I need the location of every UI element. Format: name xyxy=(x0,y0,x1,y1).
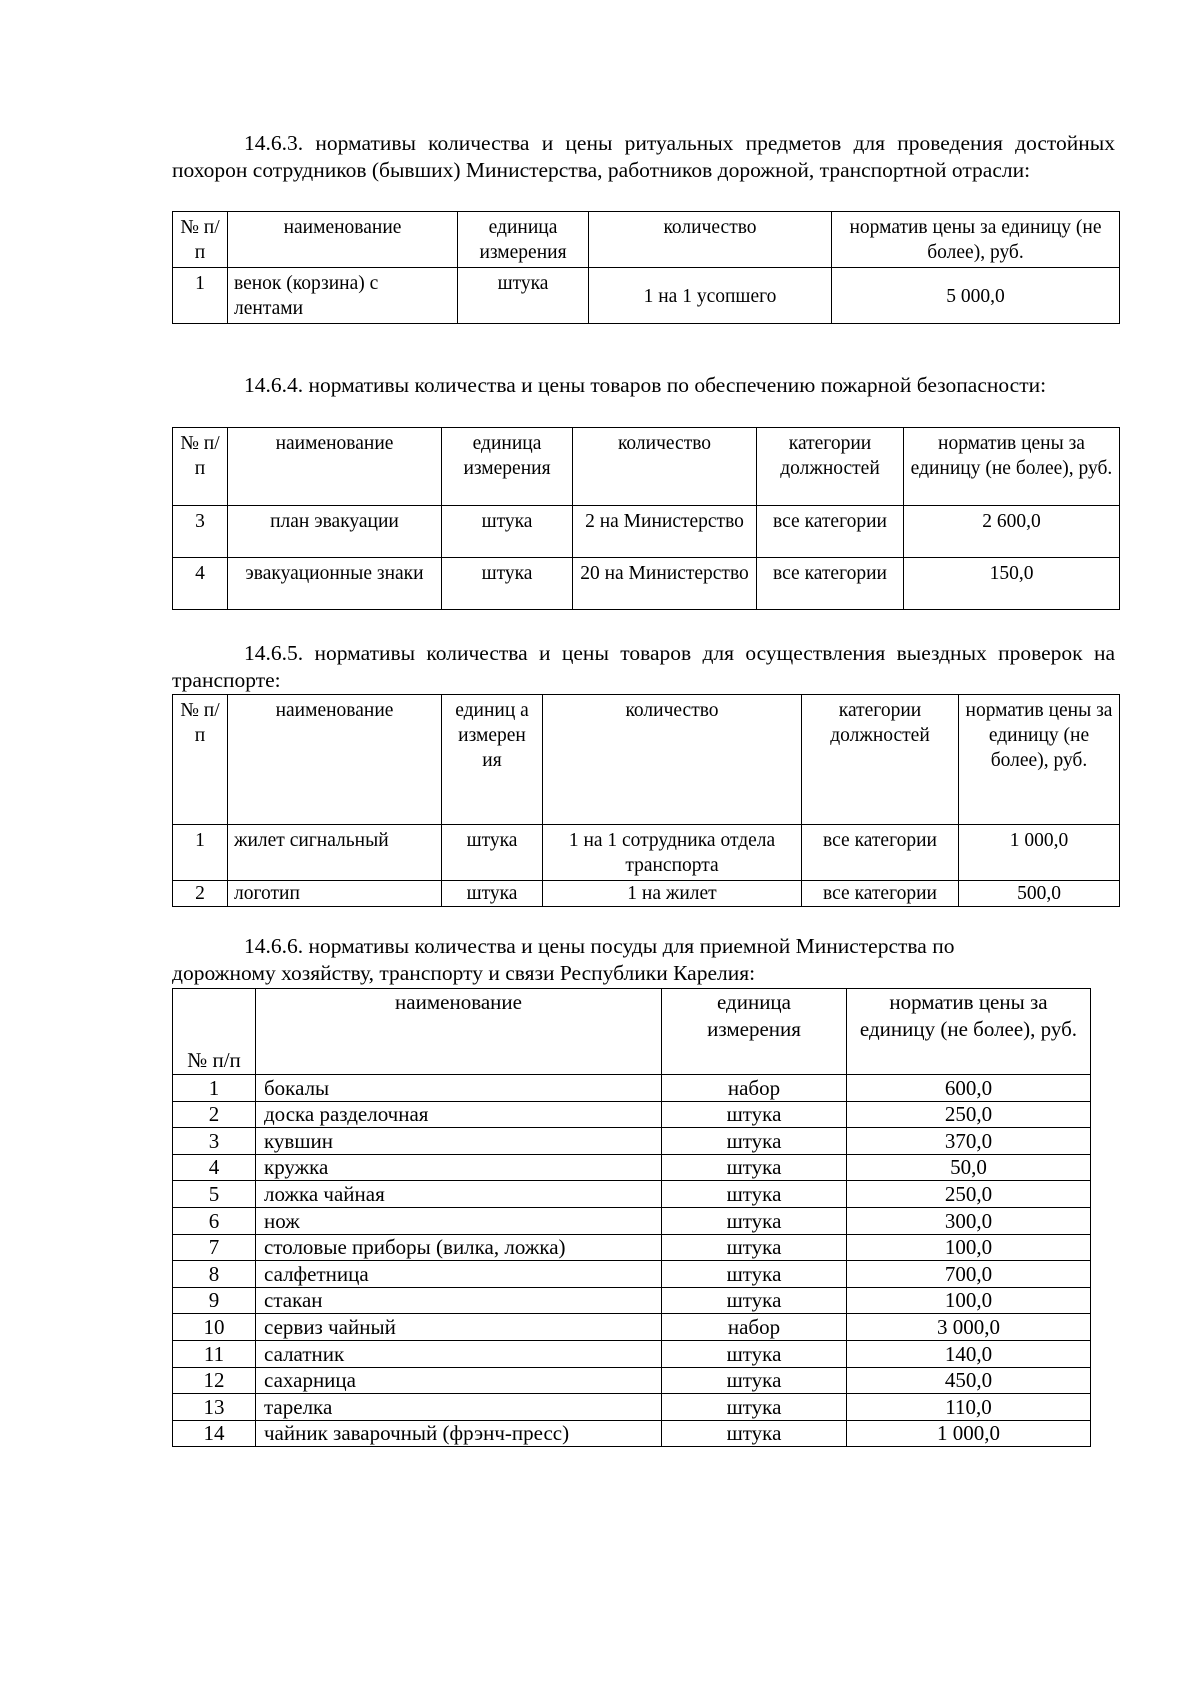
unit: штука xyxy=(662,1101,847,1128)
category: все категории xyxy=(757,558,904,610)
table-row xyxy=(173,1394,1091,1421)
item-name: логотип xyxy=(228,881,442,907)
unit: штука xyxy=(458,268,589,324)
header-cell: количество xyxy=(543,695,802,825)
table-row xyxy=(173,1234,1091,1261)
header-cell: норматив цены за единицу (не более), руб. xyxy=(904,428,1120,506)
table-row xyxy=(173,1420,1091,1447)
row-number: 3 xyxy=(173,506,228,558)
row-number: 2 xyxy=(173,881,228,907)
item-name: сахарница xyxy=(256,1367,662,1394)
row-number: 1 xyxy=(173,825,228,881)
header-cell: норматив цены за единицу (не более), руб. xyxy=(832,212,1120,268)
category: все категории xyxy=(757,506,904,558)
item-name: кувшин xyxy=(256,1128,662,1155)
table-row xyxy=(173,1181,1091,1208)
item-name: доска разделочная xyxy=(256,1101,662,1128)
unit: штука xyxy=(442,506,573,558)
row-number: 12 xyxy=(173,1367,256,1394)
unit: штука xyxy=(442,825,543,881)
table-row xyxy=(173,881,1120,907)
item-name: план эвакуации xyxy=(228,506,442,558)
header-cell: единица измерения xyxy=(458,212,589,268)
table-row xyxy=(173,268,1120,324)
header-cell: норматив цены за единицу (не более), руб. xyxy=(959,695,1120,825)
price: 5 000,0 xyxy=(832,268,1120,324)
unit: набор xyxy=(662,1314,847,1341)
header-cell: единиц а измерен ия xyxy=(442,695,543,825)
row-number: 11 xyxy=(173,1340,256,1367)
header-cell: единица измерения xyxy=(662,989,847,1075)
row-number: 7 xyxy=(173,1234,256,1261)
row-number: 8 xyxy=(173,1261,256,1288)
table-row xyxy=(173,1128,1091,1155)
price: 50,0 xyxy=(847,1154,1091,1181)
price: 110,0 xyxy=(847,1394,1091,1421)
price: 700,0 xyxy=(847,1261,1091,1288)
table-header-row xyxy=(173,989,1091,1075)
item-name: тарелка xyxy=(256,1394,662,1421)
section-14-6-3-intro: 14.6.3. нормативы количества и цены ритуальных предметов для проведения достойных похорон сотрудников (бывших) Министерства, работников дорожной, транспортной отрасли: xyxy=(172,131,1115,182)
category: все категории xyxy=(802,825,959,881)
item-name: эвакуационные знаки xyxy=(228,558,442,610)
header-cell: № п/п xyxy=(173,989,256,1075)
quantity: 1 на 1 сотрудника отдела транспорта xyxy=(543,825,802,881)
tableware-rows xyxy=(173,1075,1091,1447)
unit: штука xyxy=(662,1261,847,1288)
header-cell: категории должностей xyxy=(802,695,959,825)
header-cell: № п/п xyxy=(173,695,228,825)
unit: штука xyxy=(662,1181,847,1208)
header-cell: количество xyxy=(573,428,757,506)
ritual-items-table xyxy=(172,211,1120,324)
category: все категории xyxy=(802,881,959,907)
table-row xyxy=(173,1207,1091,1234)
quantity: 1 на 1 усопшего xyxy=(589,268,832,324)
unit: штука xyxy=(662,1340,847,1367)
header-cell: № п/п xyxy=(173,212,228,268)
table-row xyxy=(173,1154,1091,1181)
table-row xyxy=(173,825,1120,881)
table-row xyxy=(173,558,1120,610)
header-cell: наименование xyxy=(228,428,442,506)
price: 2 600,0 xyxy=(904,506,1120,558)
row-number: 10 xyxy=(173,1314,256,1341)
tableware-table xyxy=(172,988,1091,1447)
table-row xyxy=(173,506,1120,558)
section-14-6-5-intro: 14.6.5. нормативы количества и цены товаров для осуществления выездных проверок на транспорте: xyxy=(172,641,1115,692)
inspection-goods-table xyxy=(172,694,1120,907)
section-14-6-4-intro: 14.6.4. нормативы количества и цены товаров по обеспечению пожарной безопасности: xyxy=(244,373,1047,397)
header-cell: № п/п xyxy=(173,428,228,506)
price: 150,0 xyxy=(904,558,1120,610)
row-number: 14 xyxy=(173,1420,256,1447)
table-header-row xyxy=(173,428,1120,506)
quantity: 1 на жилет xyxy=(543,881,802,907)
header-cell: категории должностей xyxy=(757,428,904,506)
header-cell: норматив цены за единицу (не более), руб. xyxy=(847,989,1091,1075)
item-name: жилет сигнальный xyxy=(228,825,442,881)
item-name: салфетница xyxy=(256,1261,662,1288)
unit: штука xyxy=(442,881,543,907)
item-name: стакан xyxy=(256,1287,662,1314)
header-cell: наименование xyxy=(228,695,442,825)
row-number: 6 xyxy=(173,1207,256,1234)
unit: штука xyxy=(662,1394,847,1421)
table-row xyxy=(173,1367,1091,1394)
header-cell: единица измерения xyxy=(442,428,573,506)
item-name: венок (корзина) с лентами xyxy=(228,268,458,324)
price: 250,0 xyxy=(847,1101,1091,1128)
row-number: 4 xyxy=(173,558,228,610)
row-number: 1 xyxy=(173,1075,256,1102)
row-number: 4 xyxy=(173,1154,256,1181)
table-row xyxy=(173,1340,1091,1367)
table-header-row xyxy=(173,212,1120,268)
price: 1 000,0 xyxy=(959,825,1120,881)
header-cell: количество xyxy=(589,212,832,268)
unit: штука xyxy=(442,558,573,610)
unit: штука xyxy=(662,1234,847,1261)
table-row xyxy=(173,1314,1091,1341)
price: 100,0 xyxy=(847,1287,1091,1314)
row-number: 13 xyxy=(173,1394,256,1421)
unit: штука xyxy=(662,1367,847,1394)
table-row xyxy=(173,1261,1091,1288)
row-number: 5 xyxy=(173,1181,256,1208)
unit: штука xyxy=(662,1420,847,1447)
section-14-6-6-intro: 14.6.6. нормативы количества и цены посуды для приемной Министерства по дорожному хозяйству, транспорту и связи Республики Карелия: xyxy=(172,934,955,985)
price: 3 000,0 xyxy=(847,1314,1091,1341)
item-name: салатник xyxy=(256,1340,662,1367)
price: 370,0 xyxy=(847,1128,1091,1155)
unit: штука xyxy=(662,1207,847,1234)
row-number: 1 xyxy=(173,268,228,324)
price: 500,0 xyxy=(959,881,1120,907)
row-number: 3 xyxy=(173,1128,256,1155)
price: 250,0 xyxy=(847,1181,1091,1208)
price: 450,0 xyxy=(847,1367,1091,1394)
item-name: кружка xyxy=(256,1154,662,1181)
header-cell: наименование xyxy=(256,989,662,1075)
table-row xyxy=(173,1075,1091,1102)
item-name: нож xyxy=(256,1207,662,1234)
header-cell: наименование xyxy=(228,212,458,268)
unit: набор xyxy=(662,1075,847,1102)
item-name: ложка чайная xyxy=(256,1181,662,1208)
item-name: бокалы xyxy=(256,1075,662,1102)
price: 1 000,0 xyxy=(847,1420,1091,1447)
row-number: 9 xyxy=(173,1287,256,1314)
price: 300,0 xyxy=(847,1207,1091,1234)
table-row xyxy=(173,1287,1091,1314)
row-number: 2 xyxy=(173,1101,256,1128)
unit: штука xyxy=(662,1287,847,1314)
unit: штука xyxy=(662,1154,847,1181)
price: 600,0 xyxy=(847,1075,1091,1102)
table-header-row xyxy=(173,695,1120,825)
price: 140,0 xyxy=(847,1340,1091,1367)
table-row xyxy=(173,1101,1091,1128)
fire-safety-table xyxy=(172,427,1120,610)
price: 100,0 xyxy=(847,1234,1091,1261)
item-name: столовые приборы (вилка, ложка) xyxy=(256,1234,662,1261)
item-name: чайник заварочный (фрэнч-пресс) xyxy=(256,1420,662,1447)
quantity: 2 на Министерство xyxy=(573,506,757,558)
quantity: 20 на Министерство xyxy=(573,558,757,610)
unit: штука xyxy=(662,1128,847,1155)
item-name: сервиз чайный xyxy=(256,1314,662,1341)
